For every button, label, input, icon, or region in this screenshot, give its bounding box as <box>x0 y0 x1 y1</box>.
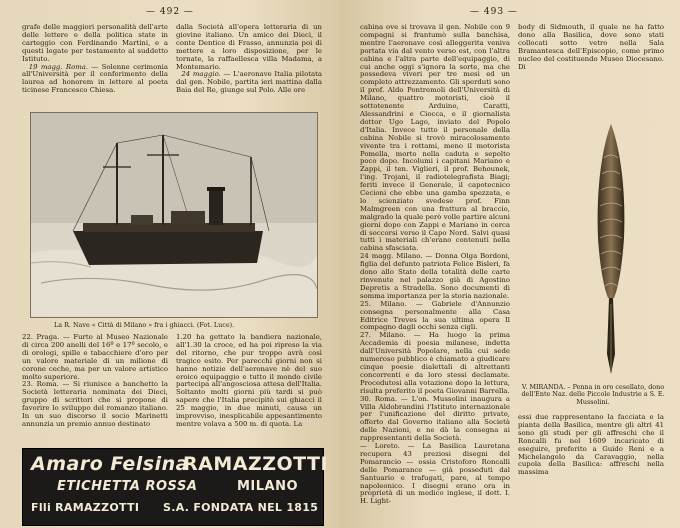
ad-line2-b: MILANO <box>237 479 299 494</box>
paragraph: 27. Milano. — Ha luogo la prima Accademia di poesia milanese, indetta dall'Università Popolare, nella cui sede numeroso pubblico è chiamato a giudicare cinque poesie dialettali di altrettanti concorrenti e da loro stessi declamate. Procedutosi alla votazione dopo la lettura, risulta preferito il poeta Giovanni Barrella. <box>360 331 510 395</box>
ad-line1-a: Amaro Felsina <box>31 453 189 475</box>
paragraph: 22. Praga. — Furto al Museo Nazionale di circa 200 anelli del 16º e 17º secolo, e di orologi, spille e tabacchiere d'oro per un valore materiale di un milione di corone ceche, ma per un valore artistico molto superiore. <box>22 333 168 381</box>
paragraph: 1.20 ha gettato la bandiera nazionale, all'1.30 la croce, ed ha poi ripreso la via del ritorno, che pur troppo avrà così tragico esito. Per parecchi giorni non si hanno notizie dell'aeronave nè del suo eroico equipaggio e tutto il mondo civile partecipa all'angosciosa attesa dell'Italia. Soltanto molti giorni più tardi si può sapere che l'Italia precipitò sui ghiacci il 25 maggio, in due minuti, causa un improvviso, inesplicabile appesantimento mentre volava a 500 m. di quota. La <box>176 333 322 428</box>
right-col2-top <box>518 24 664 71</box>
right-col1 <box>360 24 510 506</box>
ad-line1-b: RAMAZZOTTI <box>183 453 329 475</box>
paragraph: 30. Roma. — L'on. Mussolini inaugura a Villa Aldobrandini l'Istituto internazionale per l'unificazione del diritto privato, offerto dal Governo italiano alla Società delle Nazioni, e ne dà la consegna ai rappresentanti della Società. <box>360 394 510 443</box>
photo-caption: La R. Nave « Città di Milano » fra i ghiacci. (Fot. Luce). <box>54 321 235 329</box>
paragraph: grafe delle maggiori personalità dell'arte delle lettere e della politica state in carteggio con Ferdinando Martini, e a questi legate per testamento al suddetto Istituto. <box>22 23 168 63</box>
ship-in-ice-image <box>31 113 317 317</box>
paragraph <box>22 64 168 96</box>
page-number-right: — 493 — <box>470 7 518 17</box>
ad-line3-b: S.A. FONDATA NEL 1815 <box>163 501 319 514</box>
paragraph: 25. Milano. — Gabriele d'Annunzio consegna personalmente alla Casa Editrice Treves la sua ultima opera Il compagno dagli occhi senza cigli. <box>360 299 510 332</box>
paragraph: cabina ove si trovava il gen. Nobile con 9 compagni si frantumò sulla banchisa, mentre l'aeronave così alleggerita veniva portata via dal vento verso est, con l'altra cabina e l'altra parte dell'equipaggio, di cui anche oggi s'ignora la sorte, ma che possedeva viveri per tre mesi ed un completo attrezzamento. Gli sperduti sono il prof. Aldo Pontremoli dell'Università di Milano, quattro motoristi, cioè il sottotenente Arduino, Caratti, Alessandrini e Ciocca, e il giornalista dottor Ugo Lago, inviato del Popolo d'Italia. Invece tutto il personale della cabina Nobile si trovò miracolosamente vivente tra i rottami, meno il motorista Pomella, morto nella caduta e sepolto poco dopo. Incolumi i capitani Mariano e Zappi, il ten. Viglieri, il prof. Behounek, l'ing. Trojani, il radiotelegrafista Biagi; feriti invece il Generale, il capotecnico Cecioni che ebbe una gamba spezzata, e lo scienziato svedese prof. Finn Malmgreen con una frattura al braccio, malgrado la quale però volle partire alcuni giorni dopo con Zappi e Mariano in cerca di soccorsi verso il Capo Nord. Salvi quasi tutti i materiali ch'erano contenuti nella cabina sfasciata. <box>360 23 510 253</box>
gold-pen-plate <box>560 118 662 380</box>
paragraph: dalla Società all'opera letteraria di un giovine italiano. Un amico dei Dieci, il conte Dentice di Frasso, annunzia poi di mettere a loro disposizione, per le tornate, la raffaellesca villa Madama, a Montemario. <box>176 23 322 71</box>
left-col1-top <box>22 24 168 95</box>
wheat-ear-pen-image <box>560 118 662 380</box>
entry-text: — Solenne cerimonia all'Università per il conferimento della laurea ad honorem in lettere al poeta ticinese Francesco Chiesa. <box>22 62 168 95</box>
ship-photo <box>30 112 318 318</box>
right-col2-bottom <box>518 414 664 477</box>
entry-text: — L'aeronave Italia pilotata dal gen. Nobile, partita ieri mattina dalla Baia del Re, giunge sul Polo. Alle ore <box>176 70 322 95</box>
page-number-left: — 492 — <box>146 7 194 17</box>
left-col2-bottom <box>176 334 322 429</box>
left-col1-bottom <box>22 334 168 429</box>
right-page <box>340 0 680 528</box>
ad-line2-a: ETICHETTA ROSSA <box>57 479 198 494</box>
paragraph: — Loreto. — La Basilica Lauretana recupera 43 preziosi disegni del Pomarancio — ossia Cristoforo Roncalli delle Pomarance — già posseduti dal Santuario e trafugati, pare, al tempo napoleonico. I disegni erano ora in proprietà di un medico inglese, il dott. I. H. Light- <box>360 442 510 506</box>
plate-caption: V. MIRANDA. – Penna in oro cesellato, dono dell'Ente Naz. delle Piccole Industrie a S. E. Mussolini. <box>521 383 665 406</box>
paragraph: 24 magg. Milano. — Donna Olga Bordoni, figlia del defunto patriota Felice Bisleri, fa dono allo Stato della totalità delle carte rinvenute nel palazzo già di Agostino Depretis a Stradella. Sono documenti di somma importanza per la storia nazionale. <box>360 252 510 300</box>
entry-date: 19 magg. Roma. <box>28 62 89 71</box>
paragraph <box>176 71 322 95</box>
entry-date: 24 maggio. <box>181 70 221 79</box>
ramazzotti-advertisement <box>22 448 329 526</box>
left-col2-top <box>176 24 322 95</box>
ad-line3-a: Flli RAMAZZOTTI <box>31 501 140 514</box>
paragraph: essi due rappresentano la facciata e la pianta della Basilica, mentre gli altri 41 sono gli studi per gli affreschi che il Roncalli fu nel 1609 incaricato di eseguire, preferito a Guido Reni e a Michelangelo da Caravaggio, nella cupola della Basilica: affreschi nella massima <box>518 413 664 477</box>
paragraph: 23. Roma. — Si riunisce a banchetto la Società letteraria nominata dei Dieci, gruppo di scrittori che si propone di favorire lo sviluppo del romanzo italiano. In un suo discorso il socio Marinetti annunzia un premio annuo destinato <box>22 380 168 428</box>
paragraph: body di Sidmouth, il quale ne ha fatto dono alla Basilica, dove sono stati collocati sotto vetro nella Sala Bramantesca dell'Episcopio, come primo nucleo del costituendo Museo Diocesano. Di <box>518 23 664 71</box>
